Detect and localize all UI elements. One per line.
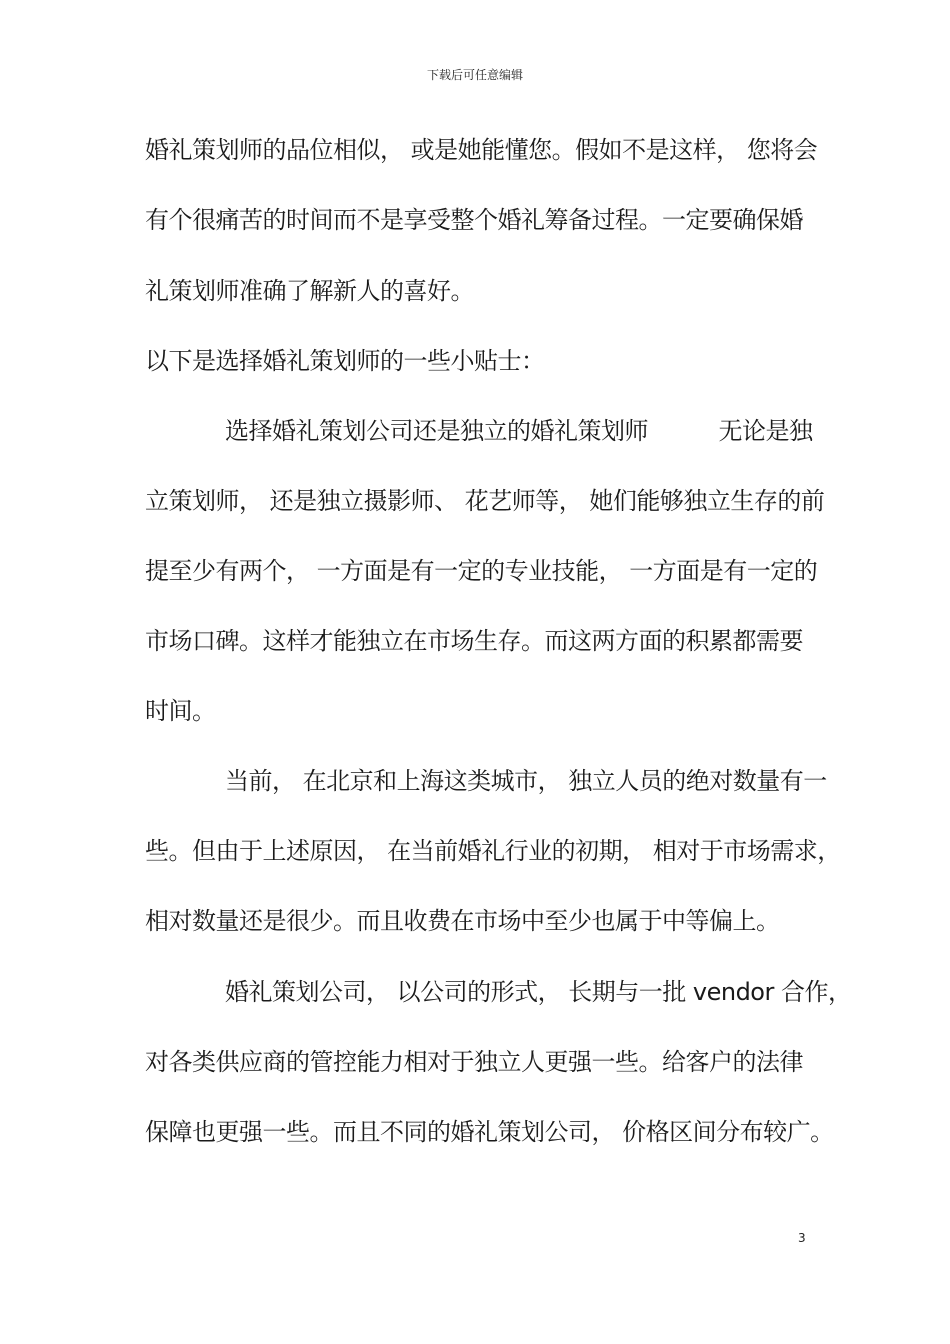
body-line-10: 当前， 在北京和上海这类城市， 独立人员的绝对数量有一 [225, 767, 827, 795]
body-line-3: 礼策划师准确了解新人的喜好。 [145, 277, 474, 305]
body-line-1: 婚礼策划师的品位相似， 或是她能懂您。假如不是这样， 您将会 [145, 136, 818, 164]
body-line-6: 立策划师， 还是独立摄影师、 花艺师等， 她们能够独立生存的前 [145, 487, 825, 515]
body-line-11: 些。但由于上述原因， 在当前婚礼行业的初期， 相对于市场需求， [145, 837, 841, 865]
body-line-14: 对各类供应商的管控能力相对于独立人更强一些。给客户的法律 [145, 1048, 803, 1076]
body-line-5: 选择婚礼策划公司还是独立的婚礼策划师 无论是独 [225, 417, 813, 445]
body-line-8: 市场口碑。这样才能独立在市场生存。而这两方面的积累都需要 [145, 627, 803, 655]
body-line-7: 提至少有两个， 一方面是有一定的专业技能， 一方面是有一定的 [145, 557, 818, 585]
page-header: 下载后可任意编辑 [426, 68, 523, 82]
body-line-12: 相对数量还是很少。而且收费在市场中至少也属于中等偏上。 [145, 907, 780, 935]
body-line-9: 时间。 [145, 697, 216, 725]
body-line-13: 婚礼策划公司， 以公司的形式， 长期与一批 vendor 合作， [225, 978, 852, 1006]
body-line-2: 有个很痛苦的时间而不是享受整个婚礼筹备过程。一定要确保婚 [145, 206, 803, 234]
body-line-4: 以下是选择婚礼策划师的一些小贴士： [145, 347, 545, 375]
body-line-15: 保障也更强一些。而且不同的婚礼策划公司， 价格区间分布较广。 [145, 1118, 834, 1146]
page-number: 3 [798, 1231, 806, 1245]
